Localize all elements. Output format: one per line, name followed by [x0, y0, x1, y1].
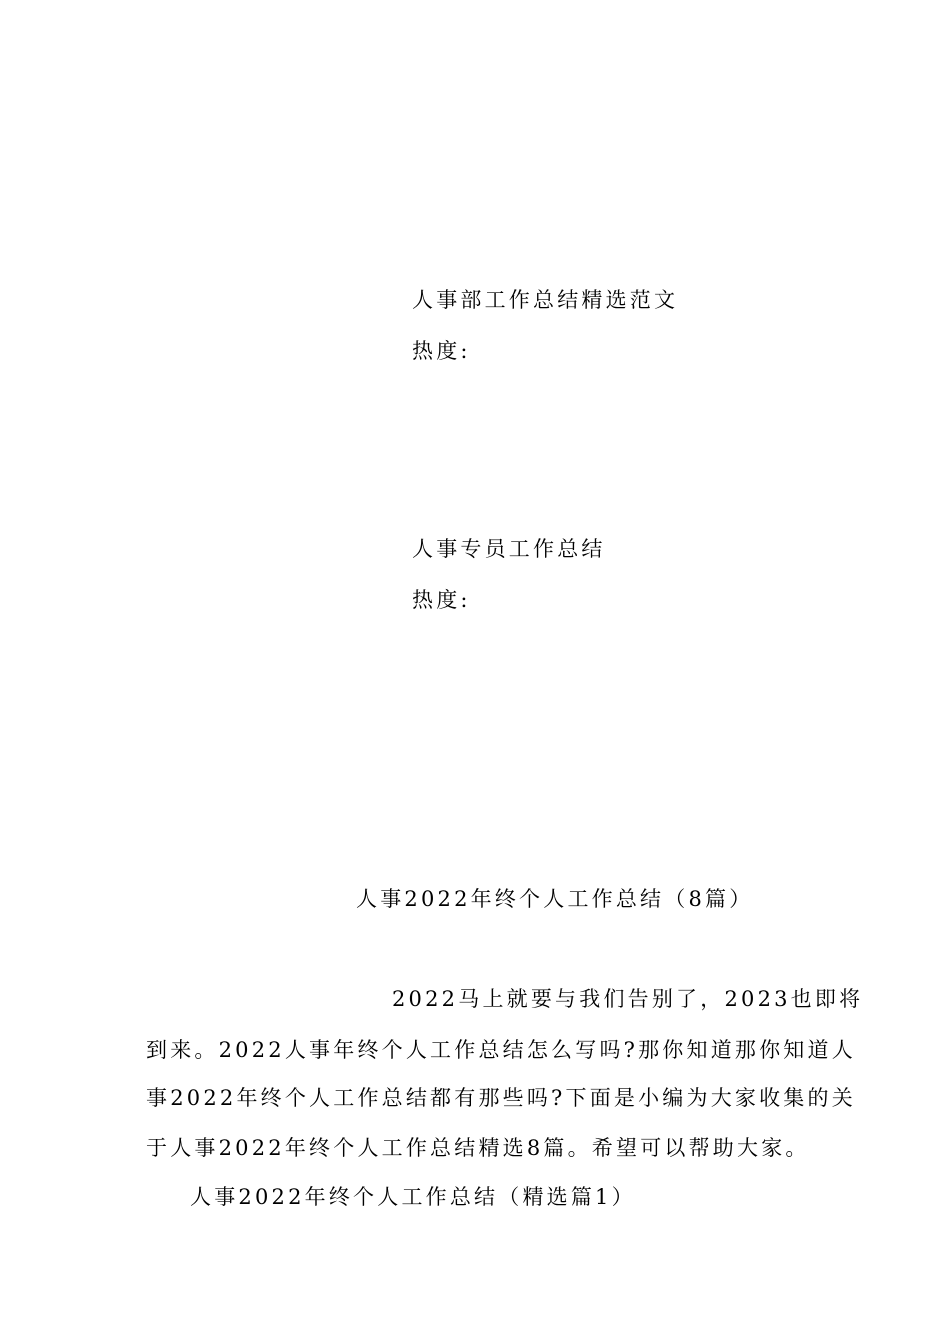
intro-line: 到来。2022人事年终个人工作总结怎么写吗?那你知道那你知道人	[146, 1038, 856, 1062]
related-article-title[interactable]: 人事专员工作总结	[412, 537, 606, 561]
section-heading: 人事2022年终个人工作总结（精选篇1）	[190, 1185, 636, 1209]
intro-line: 于人事2022年终个人工作总结精选8篇。希望可以帮助大家。	[146, 1136, 810, 1160]
heat-label: 热度:	[412, 339, 471, 363]
heat-label: 热度:	[412, 588, 471, 612]
intro-line: 2022马上就要与我们告别了，2023也即将	[392, 987, 864, 1011]
intro-line: 事2022年终个人工作总结都有那些吗?下面是小编为大家收集的关	[146, 1086, 856, 1110]
document-title: 人事2022年终个人工作总结（8篇）	[356, 887, 754, 911]
related-article-title[interactable]: 人事部工作总结精选范文	[412, 288, 679, 312]
